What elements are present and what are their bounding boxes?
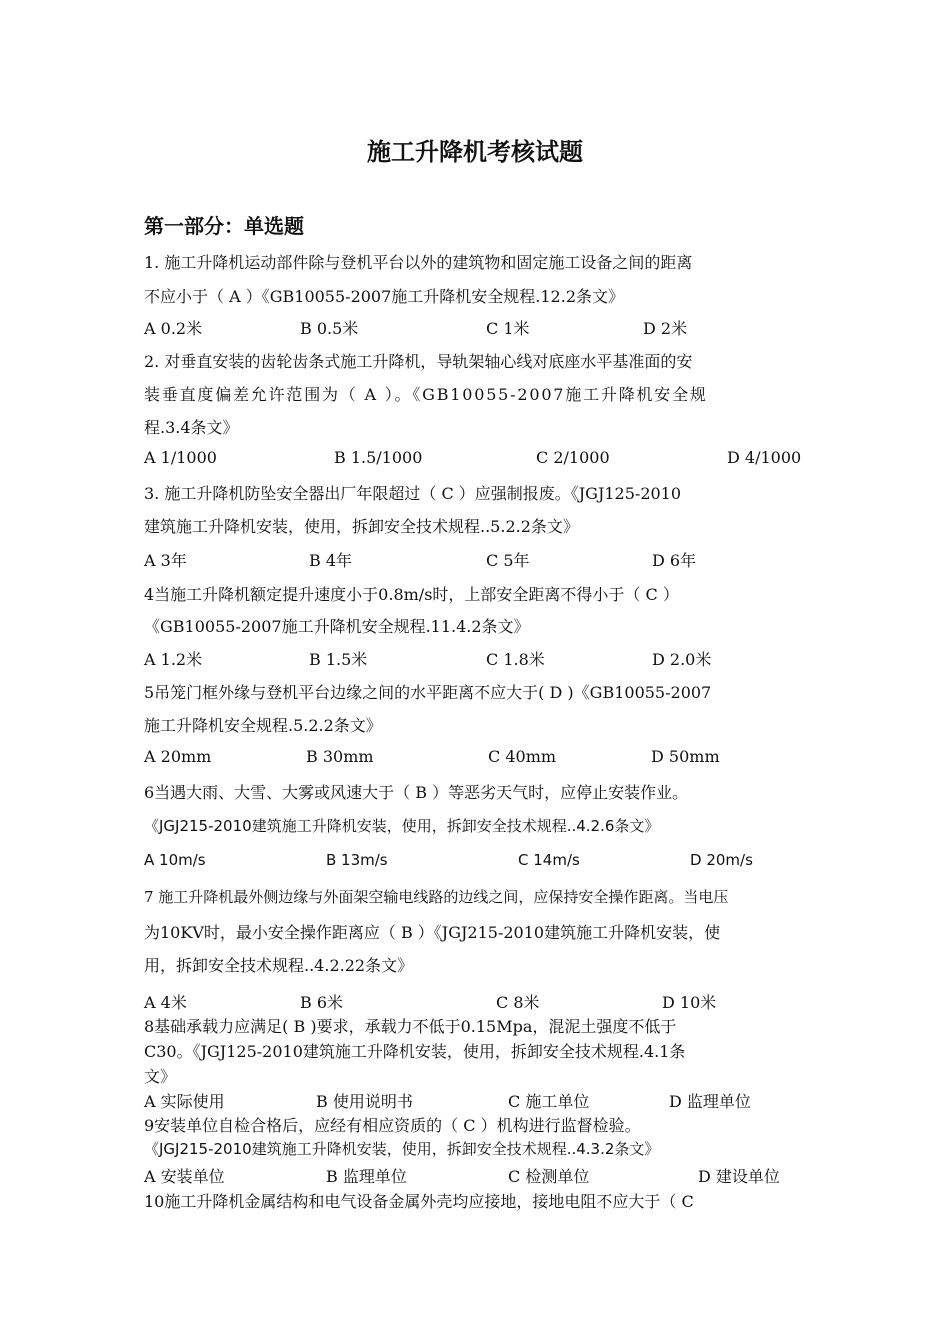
page-title: 施工升降机考核试题 [367, 138, 583, 166]
question-line: 《JGJ215-2010建筑施工升降机安装，使用，拆卸安全技术规程..4.2.6条文》 [144, 817, 660, 835]
option-d: D 2米 [643, 319, 688, 338]
option-b: B 使用说明书 [316, 1092, 413, 1111]
option-d: D 20m/s [690, 851, 753, 869]
question-line: 1. 施工升降机运动部件除与登机平台以外的建筑物和固定施工设备之间的距离 [144, 253, 693, 272]
question-line: 《JGJ215-2010建筑施工升降机安装，使用，拆卸安全技术规程..4.3.2条文》 [144, 1140, 660, 1158]
option-a: A 安装单位 [144, 1167, 225, 1186]
option-c: C 8米 [496, 993, 540, 1012]
option-a: A 1.2米 [144, 650, 203, 669]
option-d: D 监理单位 [669, 1092, 751, 1111]
option-d: D 10米 [662, 993, 717, 1012]
option-d: D 4/1000 [727, 448, 802, 467]
option-b: B 1.5米 [309, 650, 368, 669]
question-line: 6当遇大雨、大雪、大雾或风速大于（ B ）等恶劣天气时，应停止安装作业。 [144, 783, 689, 802]
question-line: 施工升降机安全规程.5.2.2条文》 [144, 716, 382, 735]
question-line: 2. 对垂直安装的齿轮齿条式施工升降机，导轨架轴心线对底座水平基准面的安 [144, 352, 693, 371]
question-line: 9安装单位自检合格后，应经有相应资质的（ C ）机构进行监督检验。 [144, 1116, 641, 1135]
question-line: 4当施工升降机额定提升速度小于0.8m/s时，上部安全距离不得小于（ C ） [144, 585, 679, 604]
option-a: A 实际使用 [144, 1092, 225, 1111]
option-c: C 5年 [486, 551, 530, 570]
option-c: C 检测单位 [508, 1167, 590, 1186]
question-line: 8基础承载力应满足( B )要求，承载力不低于0.15Mpa，混泥土强度不低于 [144, 1017, 677, 1036]
option-c: C 1米 [486, 319, 530, 338]
question-line: C30。《JGJ125-2010建筑施工升降机安装，使用，拆卸安全技术规程.4.1条 [144, 1042, 686, 1061]
option-a: A 3年 [144, 551, 187, 570]
option-a: A 1/1000 [144, 448, 217, 467]
question-line: 5吊笼门框外缘与登机平台边缘之间的水平距离不应大于( D )《GB10055-2007 [144, 683, 712, 702]
question-line: 用，拆卸安全技术规程..4.2.22条文》 [144, 956, 414, 975]
option-b: B 1.5/1000 [334, 448, 423, 467]
option-b: B 监理单位 [326, 1167, 407, 1186]
option-d: D 6年 [652, 551, 697, 570]
question-line: 《GB10055-2007施工升降机安全规程.11.4.2条文》 [144, 617, 530, 636]
question-line: 3. 施工升降机防坠安全器出厂年限超过（ C ）应强制报废。《JGJ125-2010 [144, 484, 682, 503]
option-b: B 6米 [300, 993, 344, 1012]
option-a: A 4米 [144, 993, 187, 1012]
option-d: D 建设单位 [698, 1167, 780, 1186]
question-line: 装垂直度偏差允许范围为（ A ）。《GB10055-2007施工升降机安全规 [144, 385, 708, 404]
question-line: 不应小于（ A ）《GB10055-2007施工升降机安全规程.12.2条文》 [144, 287, 625, 306]
option-b: B 0.5米 [300, 319, 359, 338]
option-d: D 50mm [651, 747, 720, 766]
option-c: C 40mm [488, 747, 557, 766]
option-a: A 20mm [144, 747, 212, 766]
option-a: A 0.2米 [144, 319, 203, 338]
option-b: B 4年 [309, 551, 353, 570]
option-c: C 1.8米 [486, 650, 545, 669]
question-line: 为10KV时，最小安全操作距离应（ B ）《JGJ215-2010建筑施工升降机安装，使 [144, 923, 721, 942]
question-line: 10施工升降机金属结构和电气设备金属外壳均应接地，接地电阻不应大于（ C [144, 1192, 694, 1211]
option-a: A 10m/s [144, 851, 206, 869]
question-line: 文》 [144, 1067, 177, 1086]
option-b: B 30mm [306, 747, 374, 766]
question-line: 建筑施工升降机安装，使用，拆卸安全技术规程..5.2.2条文》 [144, 517, 579, 536]
question-line: 7 施工升降机最外侧边缘与外面架空输电线路的边线之间，应保持安全操作距离。当电压 [144, 888, 729, 906]
option-c: C 14m/s [518, 851, 580, 869]
option-c: C 施工单位 [508, 1092, 590, 1111]
question-line: 程.3.4条文》 [144, 418, 239, 437]
section-heading: 第一部分：单选题 [144, 214, 304, 238]
option-b: B 13m/s [326, 851, 388, 869]
option-c: C 2/1000 [536, 448, 610, 467]
option-d: D 2.0米 [652, 650, 712, 669]
